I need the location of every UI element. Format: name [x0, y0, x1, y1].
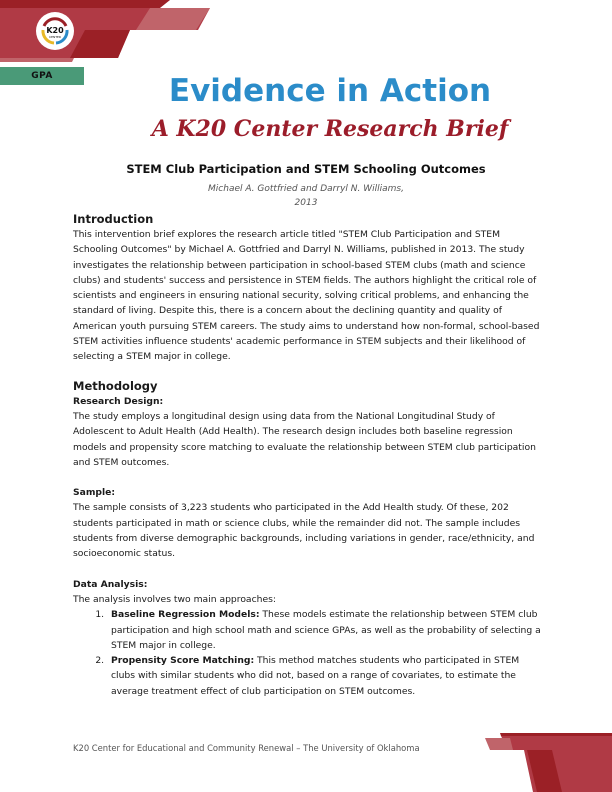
publication-year: 2013 — [294, 198, 318, 208]
introduction-text: This intervention brief explores the research article titled "STEM Club Participation and STEM Schooling Outcomes" by Michael A. Gottfried and Darryl N. Williams, published in 2013. The study investigates the relationship between participation in school-based STEM clubs (math and science clubs) and students' success and persistence in STEM fields. The authors highlight the critical role of scientists and engineers in ensuring national security, solving critical problems, and enhancing the standard of living. Despite this, there is a concern about the declining quantity and quality of American youth pursuing STEM careers. The study aims to understand how non-formal, school-based STEM activities influence students' academic performance in STEM subjects and their likelihood of selecting a STEM major in college. — [73, 229, 540, 363]
list-item — [107, 653, 545, 699]
approach-term: Baseline Regression Models: — [111, 609, 260, 621]
brief-series-title: Evidence in Action — [168, 73, 492, 109]
topic-tag: GPA — [0, 67, 84, 85]
approach-term: Propensity Score Matching: — [111, 655, 255, 667]
header-banner — [0, 0, 612, 70]
article-authors — [0, 182, 612, 210]
article-title: STEM Club Participation and STEM Schooling Outcomes — [126, 162, 486, 176]
authors-line: Michael A. Gottfried and Darryl N. Williams, — [208, 184, 404, 194]
research-design-text: The study employs a longitudinal design using data from the National Longitudinal Study of Adolescent to Adult Health (Add Health). The research design includes both baseline regression models and propensity score matching to evaluate the relationship between STEM club participation and STEM outcomes. — [73, 410, 536, 468]
approach-text: This method matches students who participated in STEM clubs with similar students who did not, based on a range of covariates, to estimate the average treatment effect of club participation on STEM outcomes. — [111, 655, 520, 697]
methodology-heading: Methodology — [73, 378, 158, 393]
logo-text: K20 — [46, 26, 64, 35]
list-item — [107, 607, 545, 653]
introduction-heading: Introduction — [73, 212, 154, 226]
sample-label: Sample: — [73, 487, 116, 499]
data-analysis-label: Data Analysis: — [73, 578, 148, 590]
logo-subtext: CENTER — [48, 35, 62, 39]
analysis-approaches-list — [73, 607, 545, 699]
k20-logo — [36, 12, 74, 50]
brief-body — [73, 211, 545, 699]
approach-text: These models estimate the relationship between STEM club participation and high school math and science GPAs, as well as the probability of selecting a STEM major in college. — [111, 609, 541, 651]
sample-text: The sample consists of 3,223 students who participated in the Add Health study. Of these, 202 students participated in math or science clubs, while the remainder did not. The sample includes students from diverse demographic backgrounds, including variations in gender, race/ethnicity, and socioeconomic status. — [73, 502, 535, 560]
research-design-label: Research Design: — [73, 395, 164, 407]
data-analysis-intro: The analysis involves two main approaches: — [73, 593, 276, 605]
footer-text: K20 Center for Educational and Community Renewal – The University of Oklahoma — [73, 743, 420, 753]
brief-subtitle: A K20 Center Research Brief — [151, 116, 509, 142]
